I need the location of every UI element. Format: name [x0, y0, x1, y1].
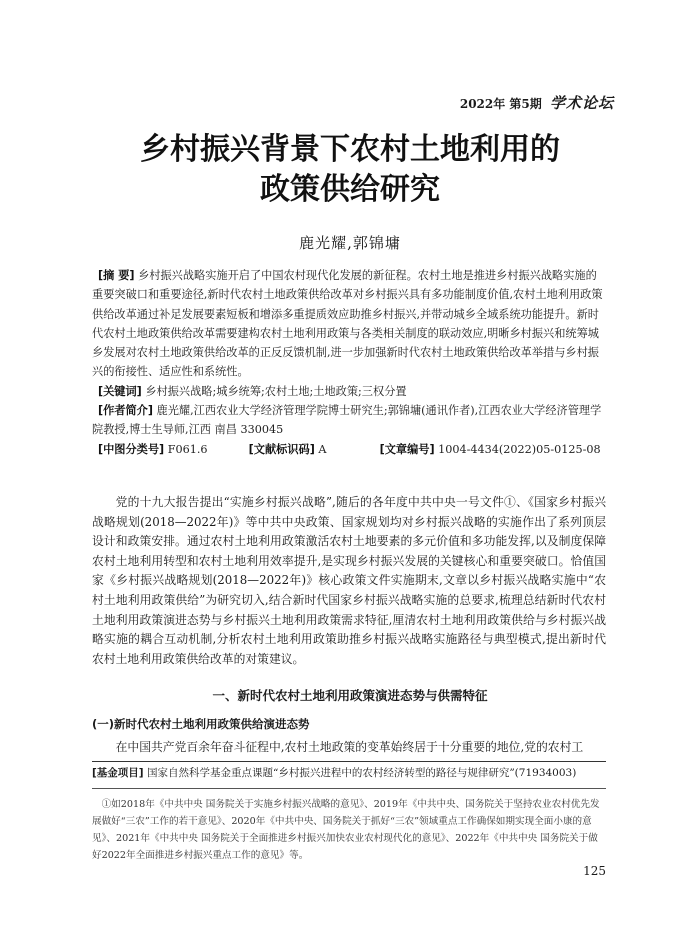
author-bio-text: 鹿光耀,江西农业大学经济管理学院博士研究生;郭锦墉(通讯作者),江西农业大学经济管理学院教授,博士生导师,江西 南昌 330045 [92, 404, 602, 437]
funding-note [92, 765, 576, 780]
funding-label: [基金项目] [92, 767, 144, 779]
keywords-block [92, 382, 606, 401]
classification-line [92, 440, 606, 459]
page-number: 125 [583, 864, 606, 878]
body-paragraph-1: 党的十九大报告提出“实施乡村振兴战略”,随后的各年度中共中央一号文件①、《国家乡村振兴战略规划(2018—2022年)》等中共中央政策、国家规划均对乡村振兴战略的实施作出了系列顶层设计和政策安排。通过农村土地利用政策激活农村土地要素的多元价值和多功能发挥,以及制度保障农村土地利用转型和农村土地利用效率提升,是实现乡村振兴发展的关键核心和重要突破口。恰值国家《乡村振兴战略规划(2018—2022年)》核心政策文件实施期末,文章以乡村振兴战略实施中“农村土地利用政策供给”为研究切入,结合新时代国家乡村振兴战略实施的总要求,梳理总结新时代农村土地利用政策演进态势与乡村振兴土地利用政策需求特征,厘清农村土地利用政策供给与乡村振兴战略实施的耦合互动机制,分析农村土地利用政策助推乡村振兴战略实施路径与典型模式,提出新时代农村土地利用政策供给改革的对策建议。 [92, 495, 606, 666]
doc-code-value: A [318, 442, 327, 456]
body-paragraph-2: 在中国共产党百余年奋斗征程中,农村土地政策的变革始终居于十分重要的地位,党的农村工 [115, 740, 584, 754]
article-title-line1: 乡村振兴背景下农村土地利用的 [140, 132, 560, 167]
keywords-label: [关键词] [98, 384, 142, 398]
article-number-value: 1004-4434(2022)05-0125-08 [438, 442, 601, 456]
funding-divider [92, 761, 606, 762]
keywords-text: 乡村振兴战略;城乡统筹;农村土地;土地政策;三权分置 [145, 384, 407, 398]
subsection-heading: (一)新时代农村土地利用政策供给演进态势 [92, 717, 310, 731]
funding-text: 国家自然科学基金重点课题“乡村振兴进程中的农村经济转型的路径与规律研究”(71934003) [146, 767, 577, 779]
author-names: 鹿光耀,郭锦墉 [299, 234, 401, 252]
footnote: ①如2018年《中共中央 国务院关于实施乡村振兴战略的意见》、2019年《中共中央、国务院关于坚持农业农村优先发展做好“三农”工作的若干意见》、2020年《中共中央、国务院关于抓好“三农”领域重点工作确保如期实现全面小康的意见》、2021年《中共中央 国务院关于全面推进乡村振兴加快农业农村现代化的意见》、2022年《中共中央 国务院关于做好2022年全面推进乡村振兴重点工作的意见》等。 [92, 799, 600, 861]
article-metadata [92, 266, 606, 459]
article-title-line2: 政策供给研究 [260, 172, 440, 207]
footnote-divider [92, 788, 606, 789]
abstract-text: 乡村振兴战略实施开启了中国农村现代化发展的新征程。农村土地是推进乡村振兴战略实施的重要突破口和重要途径,新时代农村土地政策供给改革对乡村振兴具有多功能制度价值,农村土地利用政策供给改革通过补足发展要素短板和增添多重提质效应助推乡村振兴,并带动城乡全域系统功能提升。新时代农村土地政策供给改革需要建构农村土地利用政策与各类相关制度的联动效应,明晰乡村振兴和统筹城乡发展对农村土地政策供给改革的正反反馈机制,进一步加强新时代农村土地政策供给改革举措与乡村振兴的衔接性、适应性和系统性。 [92, 269, 603, 379]
author-bio-label: [作者简介] [98, 404, 153, 418]
abstract-block [92, 266, 606, 382]
journal-name: 学术论坛 [549, 94, 614, 112]
doc-code-label: [文献标识码] [248, 442, 315, 456]
author-bio-block [92, 401, 606, 440]
issue-label: 2022年 第5期 [459, 97, 542, 111]
section-heading: 一、新时代农村土地利用政策演进态势与供需特征 [212, 688, 488, 703]
abstract-label: [摘 要] [98, 269, 135, 282]
article-number-label: [文章编号] [379, 442, 435, 456]
journal-header [460, 92, 614, 113]
clc-label: [中图分类号] [98, 442, 165, 456]
clc-value: F061.6 [167, 442, 208, 456]
